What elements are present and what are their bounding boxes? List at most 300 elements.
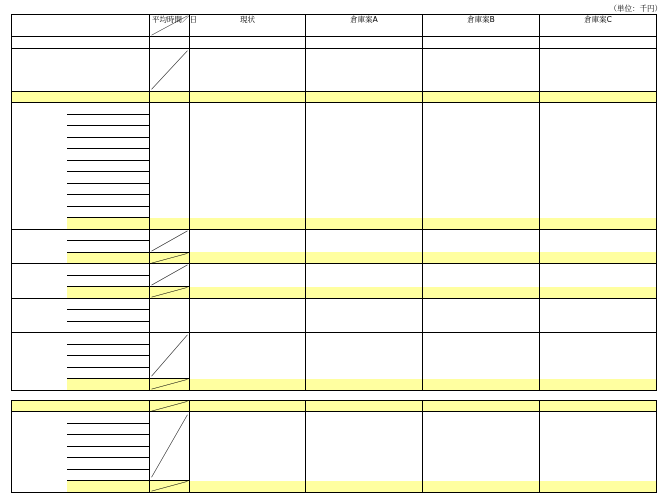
item-cell [67,160,150,172]
table-row [12,458,657,470]
value-cell [306,252,423,264]
value-cell [423,423,540,435]
value-cell [190,310,306,322]
header-plan-b: 倉庫案B [423,15,540,37]
category-cell [12,206,67,218]
value-cell [306,70,423,81]
item-cell [67,48,150,59]
table-row [12,241,657,253]
value-cell [190,80,306,91]
value-cell [423,206,540,218]
category-cell [12,70,67,81]
value-cell [423,59,540,70]
value-cell [190,37,306,49]
category-cell [12,356,67,368]
value-cell [190,321,306,333]
value-cell [423,103,540,115]
value-cell [306,241,423,253]
value-cell [423,435,540,447]
item-cell [67,481,150,493]
item-cell [67,149,150,161]
item-cell [67,59,150,70]
table-row [12,287,657,299]
value-cell [540,423,657,435]
category-cell [12,298,67,310]
category-cell [12,344,67,356]
value-cell [190,206,306,218]
table-row [12,469,657,481]
category-cell [12,469,67,481]
value-cell [423,229,540,241]
avg-time-cell [150,298,190,310]
value-cell [306,446,423,458]
item-cell [67,321,150,333]
table-row [12,103,657,115]
value-cell [306,344,423,356]
avg-time-cell [150,310,190,322]
value-cell [306,206,423,218]
value-cell [306,59,423,70]
value-cell [540,379,657,391]
avg-time-cell [150,126,190,138]
unit-note: （単位：千円） [609,4,662,13]
value-cell [190,241,306,253]
value-cell [423,195,540,207]
category-cell [12,321,67,333]
value-cell [540,310,657,322]
item-cell [67,70,150,81]
value-cell [423,275,540,287]
item-cell [67,310,150,322]
value-cell [190,195,306,207]
value-cell [190,469,306,481]
value-cell [423,114,540,126]
value-cell [190,264,306,276]
category-cell [12,400,150,412]
table-row [12,310,657,322]
value-cell [540,172,657,184]
value-cell [306,160,423,172]
value-cell [423,379,540,391]
table-row [12,80,657,91]
item-cell [67,195,150,207]
table-row [12,435,657,447]
value-cell [540,412,657,424]
cost-comparison-table [11,14,657,493]
value-cell [540,264,657,276]
value-cell [540,183,657,195]
value-cell [540,91,657,103]
item-cell [67,344,150,356]
value-cell [423,298,540,310]
category-cell [12,183,67,195]
category-cell [12,446,67,458]
table-row [12,321,657,333]
value-cell [423,126,540,138]
table-row [12,137,657,149]
value-cell [540,126,657,138]
table-row [12,400,657,412]
table-row [12,412,657,424]
category-cell [12,114,67,126]
item-cell [67,103,150,115]
value-cell [190,252,306,264]
avg-time-cell [150,48,190,91]
value-cell [306,149,423,161]
value-cell [190,446,306,458]
value-cell [190,229,306,241]
category-cell [12,275,67,287]
value-cell [190,126,306,138]
value-cell [540,229,657,241]
category-cell [12,160,67,172]
value-cell [306,298,423,310]
value-cell [540,70,657,81]
item-cell [67,435,150,447]
value-cell [190,287,306,299]
value-cell [423,172,540,184]
avg-time-cell [150,91,190,103]
value-cell [540,446,657,458]
table-row [12,172,657,184]
category-cell [12,333,67,345]
avg-time-cell [150,37,190,49]
avg-time-cell [150,218,190,230]
avg-time-cell [150,172,190,184]
value-cell [306,229,423,241]
item-cell [67,379,150,391]
category-cell [12,218,67,230]
value-cell [423,310,540,322]
category-cell [12,287,67,299]
avg-time-cell [150,149,190,161]
value-cell [423,241,540,253]
value-cell [423,37,540,49]
table-row [12,275,657,287]
value-cell [540,59,657,70]
item-cell [67,367,150,379]
value-cell [540,80,657,91]
table-row [12,298,657,310]
value-cell [306,137,423,149]
value-cell [306,37,423,49]
value-cell [306,172,423,184]
value-cell [190,183,306,195]
value-cell [190,400,306,412]
table-row [12,195,657,207]
value-cell [190,333,306,345]
value-cell [306,80,423,91]
avg-time-cell [150,333,190,379]
item-cell [67,252,150,264]
value-cell [540,114,657,126]
value-cell [423,333,540,345]
value-cell [423,344,540,356]
value-cell [190,137,306,149]
avg-time-cell [150,287,190,299]
value-cell [540,206,657,218]
value-cell [423,218,540,230]
value-cell [540,48,657,59]
table-row [12,252,657,264]
value-cell [306,275,423,287]
category-cell [12,48,67,59]
header-plan-c: 倉庫案C [540,15,657,37]
value-cell [540,137,657,149]
avg-time-cell [150,183,190,195]
table-row [12,126,657,138]
category-cell [12,126,67,138]
value-cell [306,412,423,424]
value-cell [423,321,540,333]
category-cell [12,310,67,322]
spacer [12,390,657,400]
table-row [12,264,657,276]
value-cell [306,423,423,435]
avg-time-cell [150,321,190,333]
category-cell [12,103,67,115]
value-cell [540,458,657,470]
item-cell [67,423,150,435]
value-cell [423,91,540,103]
value-cell [306,458,423,470]
value-cell [190,412,306,424]
table-row [12,333,657,345]
value-cell [423,160,540,172]
avg-time-cell [150,229,190,252]
table-row [12,91,657,103]
value-cell [190,481,306,493]
category-cell [12,367,67,379]
value-cell [423,183,540,195]
category-cell [12,59,67,70]
value-cell [540,218,657,230]
header-plan-a: 倉庫案A [306,15,423,37]
value-cell [540,400,657,412]
value-cell [190,218,306,230]
value-cell [423,287,540,299]
avg-time-cell [150,400,190,412]
avg-time-cell [150,103,190,115]
category-cell [12,137,67,149]
value-cell [540,344,657,356]
value-cell [423,149,540,161]
header-blank [12,15,150,37]
value-cell [190,48,306,59]
value-cell [540,241,657,253]
table-row [12,206,657,218]
value-cell [190,298,306,310]
category-cell [12,80,67,91]
value-cell [190,70,306,81]
value-cell [306,114,423,126]
table-row [12,481,657,493]
table-row [12,160,657,172]
value-cell [306,103,423,115]
item-cell [67,218,150,230]
value-cell [540,333,657,345]
value-cell [190,379,306,391]
value-cell [190,344,306,356]
table-row [12,70,657,81]
header-row [12,15,657,37]
value-cell [540,435,657,447]
value-cell [540,37,657,49]
value-cell [540,160,657,172]
value-cell [423,400,540,412]
item-cell [67,114,150,126]
table-row [12,356,657,368]
item-cell [67,275,150,287]
value-cell [190,59,306,70]
value-cell [306,367,423,379]
value-cell [423,481,540,493]
value-cell [306,287,423,299]
item-cell [67,458,150,470]
value-cell [423,412,540,424]
category-cell [12,229,67,241]
value-cell [540,103,657,115]
table-row [12,344,657,356]
value-cell [190,103,306,115]
value-cell [306,195,423,207]
table-row [12,218,657,230]
header-current: 現状 [190,15,306,37]
value-cell [540,356,657,368]
value-cell [190,458,306,470]
table-row [12,37,657,49]
item-cell [67,469,150,481]
value-cell [190,423,306,435]
table-row [12,379,657,391]
value-cell [540,367,657,379]
category-cell [12,379,67,391]
item-cell [67,412,150,424]
value-cell [190,275,306,287]
item-cell [67,241,150,253]
value-cell [423,70,540,81]
value-cell [306,356,423,368]
value-cell [306,48,423,59]
value-cell [306,218,423,230]
avg-time-cell [150,206,190,218]
value-cell [423,356,540,368]
avg-time-cell [150,195,190,207]
value-cell [306,321,423,333]
avg-time-cell [150,137,190,149]
value-cell [540,469,657,481]
value-cell [306,435,423,447]
value-cell [306,126,423,138]
category-cell [12,458,67,470]
avg-time-cell [150,412,190,481]
value-cell [306,481,423,493]
table-row [12,149,657,161]
value-cell [540,287,657,299]
value-cell [190,91,306,103]
item-cell [67,333,150,345]
table-row [12,446,657,458]
item-cell [67,446,150,458]
value-cell [190,149,306,161]
value-cell [540,275,657,287]
value-cell [306,469,423,481]
value-cell [540,195,657,207]
avg-time-cell [150,252,190,264]
table-row [12,229,657,241]
category-cell [12,195,67,207]
value-cell [190,435,306,447]
value-cell [306,379,423,391]
avg-time-cell [150,160,190,172]
category-cell [12,241,67,253]
value-cell [306,333,423,345]
value-cell [190,356,306,368]
value-cell [306,264,423,276]
category-cell [12,423,67,435]
item-cell [67,80,150,91]
value-cell [540,149,657,161]
value-cell [423,48,540,59]
avg-time-cell [150,481,190,493]
value-cell [306,400,423,412]
table-row [12,183,657,195]
value-cell [190,160,306,172]
value-cell [423,446,540,458]
value-cell [306,183,423,195]
value-cell [540,252,657,264]
value-cell [423,469,540,481]
category-cell [12,37,150,49]
category-cell [12,252,67,264]
item-cell [67,137,150,149]
item-cell [67,356,150,368]
table-row [12,423,657,435]
category-cell [12,412,67,424]
value-cell [423,458,540,470]
value-cell [423,137,540,149]
category-cell [12,264,67,276]
category-cell [12,481,67,493]
avg-time-cell [150,264,190,287]
table-row [12,114,657,126]
value-cell [190,367,306,379]
category-cell [12,149,67,161]
table-row [12,367,657,379]
header-avg-time: 平均時間／日 [150,15,190,37]
value-cell [306,91,423,103]
avg-time-cell [150,379,190,391]
item-cell [67,206,150,218]
item-cell [67,229,150,241]
value-cell [423,264,540,276]
item-cell [67,298,150,310]
value-cell [190,114,306,126]
avg-time-cell [150,114,190,126]
category-cell [12,435,67,447]
item-cell [67,183,150,195]
item-cell [67,264,150,276]
value-cell [306,310,423,322]
table-row [12,59,657,70]
item-cell [67,172,150,184]
value-cell [190,172,306,184]
value-cell [540,321,657,333]
spacer-row [12,390,657,400]
value-cell [423,367,540,379]
item-cell [67,287,150,299]
item-cell [67,126,150,138]
